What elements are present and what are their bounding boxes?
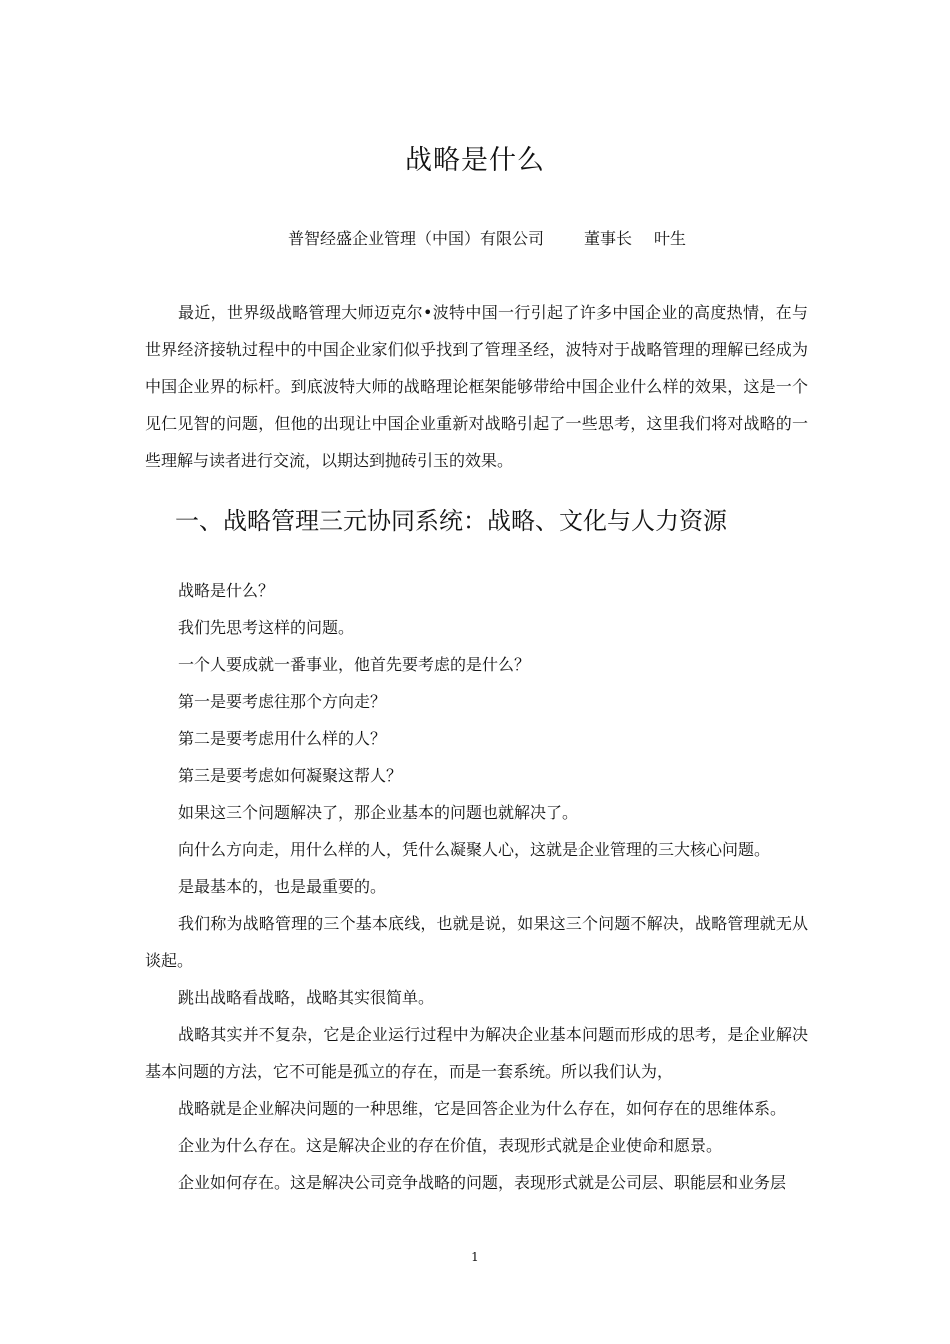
paragraph: 第三是要考虑如何凝聚这帮人？ xyxy=(178,766,403,785)
paragraph: 企业如何存在。这是解决公司竞争战略的问题，表现形式就是公司层、职能层和业务层 xyxy=(178,1173,787,1192)
byline xyxy=(288,226,686,249)
paragraph: 我们称为战略管理的三个基本底线，也就是说，如果这三个问题不解决，战略管理就无从谈起。 xyxy=(145,914,808,970)
byline-company: 普智经盛企业管理（中国）有限公司 xyxy=(288,229,545,248)
paragraph: 战略其实并不复杂，它是企业运行过程中为解决企业基本问题而形成的思考，是企业解决基本问题的方法，它不可能是孤立的存在，而是一套系统。所以我们认为， xyxy=(145,1025,808,1081)
page-number: 1 xyxy=(471,1250,479,1264)
section-heading: 一、战略管理三元协同系统：战略、文化与人力资源 xyxy=(175,507,727,535)
paragraph: 第二是要考虑用什么样的人？ xyxy=(178,729,387,748)
intro-paragraph: 最近，世界级战略管理大师迈克尔•波特中国一行引起了许多中国企业的高度热情，在与世界经济接轨过程中的中国企业家们似乎找到了管理圣经，波特对于战略管理的理解已经成为中国企业界的标杆。到底波特大师的战略理论框架能够带给中国企业什么样的效果，这是一个见仁见智的问题，但他的出现让中国企业重新对战略引起了一些思考，这里我们将对战略的一些理解与读者进行交流，以期达到抛砖引玉的效果。 xyxy=(145,303,808,470)
paragraph: 一个人要成就一番事业，他首先要考虑的是什么？ xyxy=(178,655,531,674)
paragraph: 向什么方向走，用什么样的人，凭什么凝聚人心，这就是企业管理的三大核心问题。 xyxy=(178,840,771,859)
body-paragraphs xyxy=(145,572,808,1201)
byline-author: 叶生 xyxy=(654,229,687,248)
paragraph: 我们先思考这样的问题。 xyxy=(178,618,355,637)
paragraph: 企业为什么存在。这是解决企业的存在价值，表现形式就是企业使命和愿景。 xyxy=(178,1136,723,1155)
paragraph: 是最基本的，也是最重要的。 xyxy=(178,877,387,896)
document-title: 战略是什么 xyxy=(405,145,545,176)
paragraph: 战略就是企业解决问题的一种思维，它是回答企业为什么存在，如何存在的思维体系。 xyxy=(178,1099,787,1118)
paragraph: 如果这三个问题解决了，那企业基本的问题也就解决了。 xyxy=(178,803,579,822)
byline-position: 董事长 xyxy=(584,229,633,248)
paragraph: 第一是要考虑往那个方向走？ xyxy=(178,692,387,711)
paragraph: 战略是什么？ xyxy=(178,581,275,600)
paragraph: 跳出战略看战略，战略其实很简单。 xyxy=(178,988,435,1007)
